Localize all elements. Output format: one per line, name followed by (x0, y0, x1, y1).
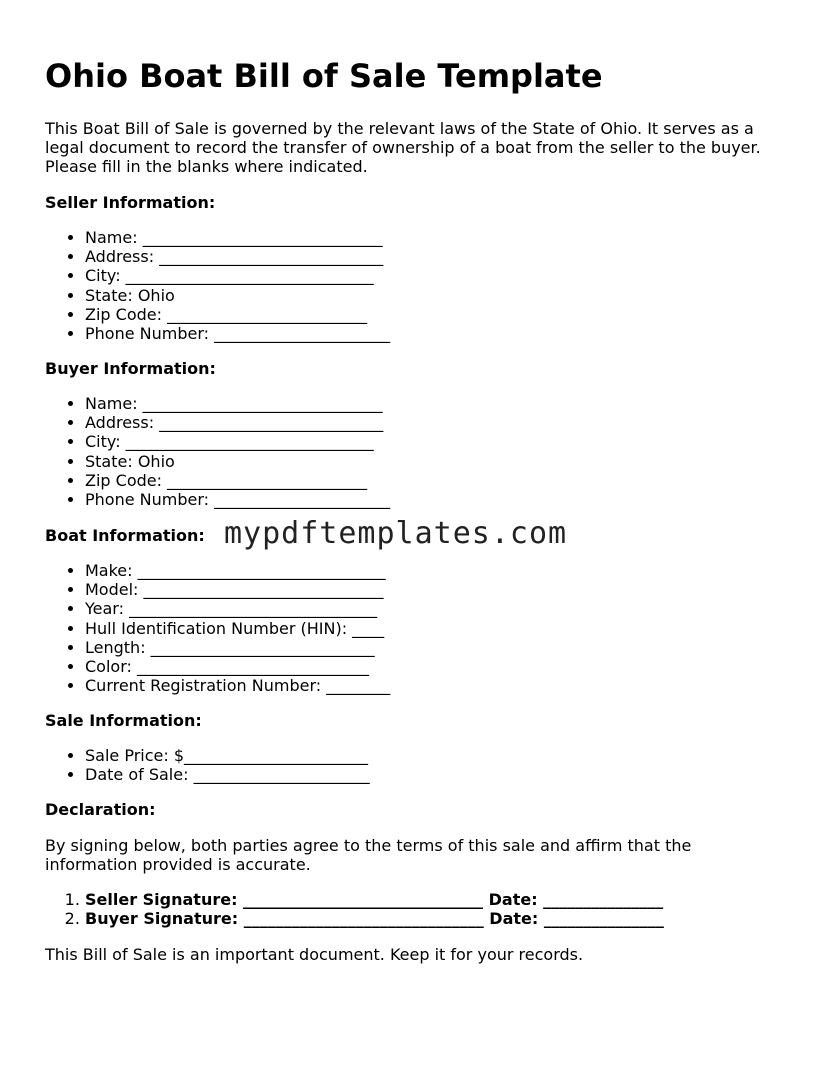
intro-paragraph: This Boat Bill of Sale is governed by the relevant laws of the State of Ohio. It serves as a legal document to record the transfer of ownership of a boat from the seller to the buyer. Please fill in the blanks where indicated. (45, 119, 761, 176)
sale-date-field: • Date of Sale: ______________________ (85, 765, 370, 784)
boat-heading: Boat Information: (45, 526, 205, 545)
seller-phone-field: • Phone Number: ______________________ (85, 324, 390, 343)
watermark-text: mypdftemplates.com (224, 516, 568, 551)
seller-fields (45, 228, 390, 343)
seller-zip-field: • Zip Code: _________________________ (85, 305, 390, 324)
buyer-city-field: • City: _______________________________ (85, 432, 390, 451)
seller-city-field: • City: _______________________________ (85, 266, 390, 285)
buyer-address-field: • Address: ____________________________ (85, 413, 390, 432)
signature-list (45, 890, 664, 928)
buyer-fields (45, 394, 390, 509)
buyer-signature-line (85, 909, 664, 928)
boat-model-field: • Model: ______________________________ (85, 580, 390, 599)
page-title: Ohio Boat Bill of Sale Template (45, 57, 603, 95)
buyer-phone-field: • Phone Number: ______________________ (85, 490, 390, 509)
declaration-heading: Declaration: (45, 800, 156, 819)
sale-fields (45, 746, 370, 784)
boat-hin-field: • Hull Identification Number (HIN): ____ (85, 619, 390, 638)
seller-heading: Seller Information: (45, 193, 216, 212)
seller-signature-line (85, 890, 664, 909)
declaration-text: By signing below, both parties agree to the terms of this sale and affirm that the information provided is accurate. (45, 836, 692, 874)
boat-length-field: • Length: ____________________________ (85, 638, 390, 657)
closing-note: This Bill of Sale is an important document. Keep it for your records. (45, 945, 584, 964)
sale-heading: Sale Information: (45, 711, 202, 730)
boat-year-field: • Year: _______________________________ (85, 599, 390, 618)
buyer-zip-field: • Zip Code: _________________________ (85, 471, 390, 490)
boat-color-field: • Color: _____________________________ (85, 657, 390, 676)
buyer-name-field: • Name: ______________________________ (85, 394, 390, 413)
sale-price-field: • Sale Price: $_______________________ (85, 746, 370, 765)
boat-fields (45, 561, 390, 695)
seller-state-field: • State: Ohio (85, 286, 390, 305)
buyer-signature-label: Buyer Signature: ______________________________ Date: _______________ (85, 909, 664, 929)
seller-name-field: • Name: ______________________________ (85, 228, 390, 247)
buyer-state-field: • State: Ohio (85, 452, 390, 471)
buyer-heading: Buyer Information: (45, 359, 216, 378)
seller-address-field: • Address: ____________________________ (85, 247, 390, 266)
seller-signature-label: Seller Signature: ______________________________ Date: _______________ (85, 890, 664, 909)
boat-registration-field: • Current Registration Number: ________ (85, 676, 390, 695)
boat-make-field: • Make: _______________________________ (85, 561, 390, 580)
